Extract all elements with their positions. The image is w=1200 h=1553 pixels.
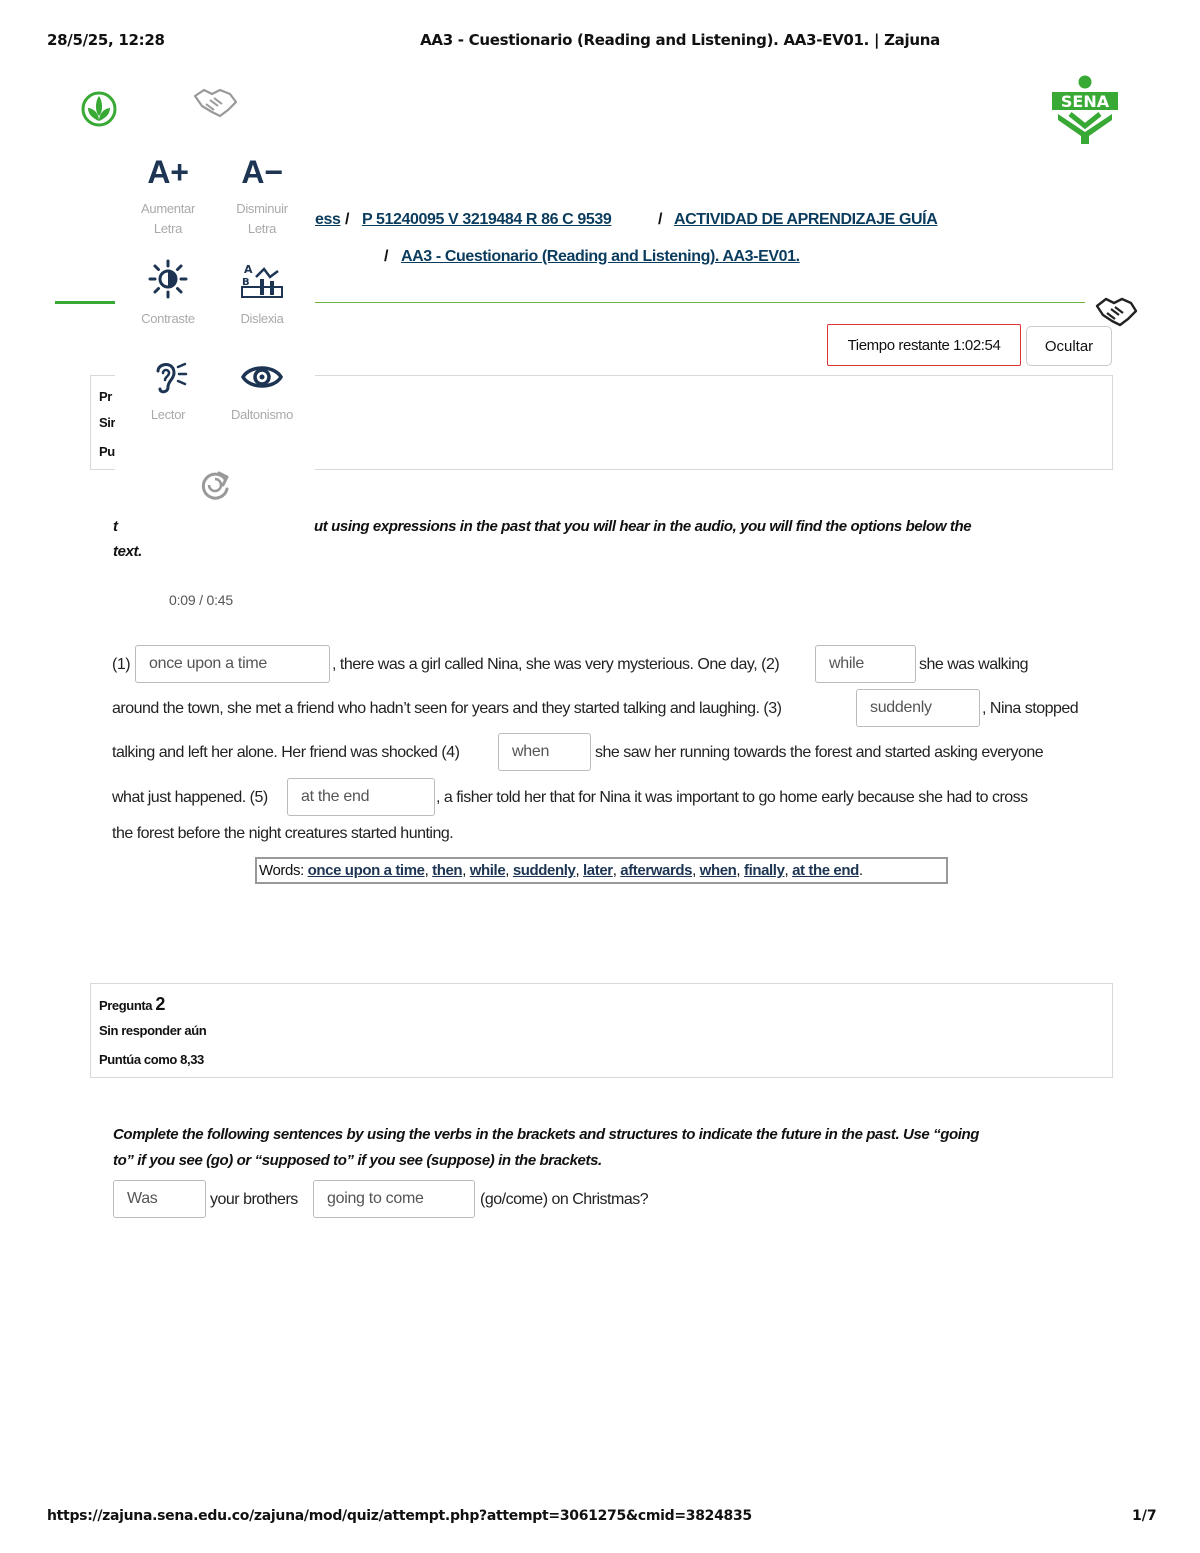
increase-font-icon: A+ [147, 154, 189, 190]
passage-text-5: talking and left her alone. Her friend was shocked (4) [112, 744, 460, 761]
word-option: later [583, 862, 613, 879]
breadcrumb-separator: / [345, 211, 350, 228]
dyslexia-icon [240, 259, 284, 299]
handshake-icon[interactable] [192, 84, 238, 127]
question-2-info-box [90, 983, 1113, 1078]
q2-text-2: (go/come) on Christmas? [480, 1191, 649, 1208]
reader-label: Lector [150, 407, 186, 422]
question-2-number: 2 [155, 994, 165, 1014]
q2-gap-2-input[interactable]: going to come [313, 1180, 475, 1218]
word-option: suddenly [512, 862, 576, 879]
contrast-icon [148, 259, 188, 299]
question-1-instruction: ut using expressions in the past that you will hear in the audio, you will find the options below the [314, 518, 972, 535]
increase-font-label: Aumentar [141, 201, 195, 216]
leaf-logo-icon[interactable] [80, 88, 118, 135]
sena-logo-icon [1048, 74, 1122, 151]
eye-icon [240, 357, 284, 397]
q2-text-1: your brothers [210, 1191, 298, 1208]
decrease-font-label-2: Letra [247, 221, 277, 236]
ear-icon [148, 357, 188, 397]
contrast-button[interactable] [123, 259, 213, 329]
question-2-instruction-2: to” if you see (go) or “supposed to” if you see (suppose) in the brackets. [113, 1152, 602, 1169]
question-1-instruction-start: t [113, 518, 118, 535]
breadcrumb-item-program[interactable]: P 51240095 V 3219484 R 86 C 9539 [362, 211, 612, 228]
svg-text:B: B [242, 277, 250, 288]
dyslexia-button[interactable] [217, 259, 307, 329]
word-option: then [432, 862, 463, 879]
passage-text-3: around the town, she met a friend who hadn’t seen for years and they started talking and laughing. (3) [112, 700, 782, 717]
word-option: afterwards [620, 862, 693, 879]
dyslexia-label: Dislexia [240, 311, 284, 326]
print-url: https://zajuna.sena.edu.co/zajuna/mod/quiz/attempt.php?attempt=3061275&cmid=3824835 [47, 1508, 752, 1524]
passage-text-9: the forest before the night creatures started hunting. [112, 825, 454, 842]
q2-gap-1-input[interactable]: Was [113, 1180, 206, 1218]
increase-font-label-2: Letra [153, 221, 183, 236]
print-date: 28/5/25, 12:28 [47, 31, 165, 49]
audio-time: 0:09 / 0:45 [169, 592, 233, 608]
breadcrumb-separator: / [658, 211, 663, 228]
word-option: when [699, 862, 737, 879]
question-1-instruction-end: text. [113, 543, 142, 560]
word-bank: Words: once upon a time , then , while , suddenly , later , afterwards , when , finally , at the end . [255, 857, 948, 884]
decrease-font-button[interactable] [217, 153, 307, 239]
passage-text-7: what just happened. (5) [112, 789, 268, 806]
question-2-instruction: Complete the following sentences by using the verbs in the brackets and structures to indicate the future in the past. Use “going [113, 1126, 980, 1143]
breadcrumb-item-course[interactable]: ess [315, 211, 341, 228]
decrease-font-label: Disminuir [236, 201, 288, 216]
breadcrumb-item-quiz[interactable]: AA3 - Cuestionario (Reading and Listening). AA3-EV01. [401, 248, 800, 265]
question-2-status: Sin responder aún [99, 1023, 207, 1038]
gap-2-input[interactable]: while [815, 645, 916, 683]
hide-timer-button[interactable]: Ocultar [1026, 326, 1112, 366]
gap-5-input[interactable]: at the end [287, 778, 435, 816]
passage-text-2: she was walking [919, 656, 1028, 673]
word-bank-end: . [858, 862, 863, 879]
question-1-label: Pr [99, 389, 112, 404]
decrease-font-icon: A− [241, 154, 283, 190]
word-option: finally [743, 862, 785, 879]
question-1-status: Sir [99, 415, 116, 430]
accessibility-panel [115, 135, 315, 530]
breadcrumb-item-activity[interactable]: ACTIVIDAD DE APRENDIZAJE GUÍA [674, 211, 938, 228]
word-option: once upon a time [307, 862, 425, 879]
passage-text-6: she saw her running towards the forest and started asking everyone [595, 744, 1044, 761]
passage-text-1: , there was a girl called Nina, she was very mysterious. One day, (2) [332, 656, 780, 673]
passage-text-4: , Nina stopped [982, 700, 1079, 717]
reader-button[interactable] [123, 357, 213, 425]
header-divider-accent [55, 301, 115, 304]
question-1-score: Pu [99, 444, 115, 459]
increase-font-button[interactable] [123, 153, 213, 239]
contrast-label: Contraste [141, 311, 195, 326]
sena-logo-text: SENA [1060, 92, 1110, 111]
question-2-label-text: Pregunta [99, 998, 153, 1013]
gap-1-input[interactable]: once upon a time [135, 645, 330, 683]
time-remaining: Tiempo restante 1:02:54 [827, 324, 1021, 366]
word-bank-label: Words: [259, 862, 304, 879]
svg-text:A: A [244, 263, 253, 276]
colorblind-label: Daltonismo [230, 407, 294, 422]
reset-accessibility-icon[interactable] [197, 467, 233, 508]
breadcrumb-separator: / [384, 248, 389, 265]
print-page-number: 1/7 [1132, 1508, 1157, 1524]
gap-1-label: (1) [112, 656, 131, 673]
gap-3-input[interactable]: suddenly [856, 689, 980, 727]
word-option: at the end [792, 862, 859, 879]
passage-text-8: , a fisher told her that for Nina it was important to go home early because she had to cross [436, 789, 1028, 806]
question-2-score: Puntúa como 8,33 [99, 1052, 204, 1067]
gap-4-input[interactable]: when [498, 733, 591, 771]
question-2-label [99, 994, 165, 1015]
colorblind-button[interactable] [217, 357, 307, 425]
word-option: while [469, 862, 506, 879]
print-title: AA3 - Cuestionario (Reading and Listening). AA3-EV01. | Zajuna [420, 31, 940, 49]
